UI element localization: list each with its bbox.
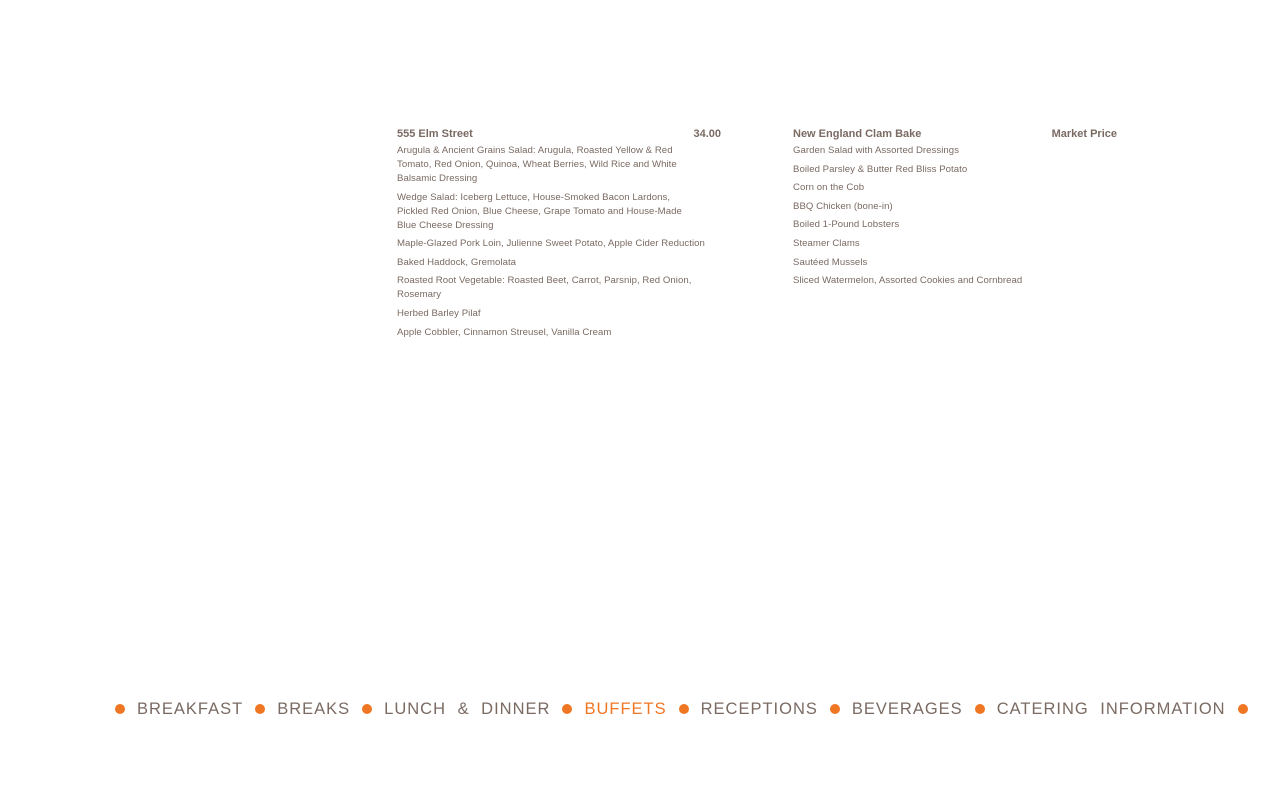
menu-item: Baked Haddock, Gremolata — [397, 256, 517, 268]
menu-section-title: New England Clam Bake — [793, 128, 922, 140]
bullet-dot-icon — [679, 704, 689, 714]
menu-item: Corn on the Cob — [793, 182, 865, 194]
nav-link-buffets[interactable]: BUFFETS — [584, 699, 667, 718]
bullet-dot-icon — [115, 704, 125, 714]
nav-link-catering-information[interactable]: CATERING INFORMATION — [996, 699, 1226, 718]
menu-item: Boiled Parsley & Butter Red Bliss Potato — [793, 163, 968, 175]
menu-item: Sautéed Mussels — [793, 256, 868, 268]
menu-item: Sliced Watermelon, Assorted Cookies and Cornbread — [793, 275, 1023, 287]
section-nav — [115, 697, 1226, 721]
menu-item: Steamer Clams — [793, 237, 860, 249]
menu-item: Herbed Barley Pilaf — [397, 307, 481, 319]
menu-item: Arugula & Ancient Grains Salad: Arugula, Roasted Yellow & Red Tomato, Red Onion, Quinoa, Wheat Berries, Wild Rice and White Balsamic Dressing — [397, 145, 677, 184]
bullet-dot-icon — [1238, 704, 1248, 714]
nav-link-lunch-dinner[interactable]: LUNCH & DINNER — [384, 699, 551, 718]
menu-item: Boiled 1-Pound Lobsters — [793, 219, 900, 231]
bullet-dot-icon — [362, 704, 372, 714]
menu-section-elm-street — [397, 127, 721, 344]
menu-section-clam-bake — [793, 127, 1117, 293]
nav-link-beverages[interactable]: BEVERAGES — [851, 699, 963, 718]
menu-section-price: Market Price — [1051, 128, 1117, 140]
menu-item-list — [793, 144, 1117, 288]
nav-link-breaks[interactable]: BREAKS — [277, 699, 351, 718]
bullet-dot-icon — [562, 704, 572, 714]
menu-item: Maple-Glazed Pork Loin, Julienne Sweet Potato, Apple Cider Reduction — [397, 238, 705, 250]
nav-link-receptions[interactable]: RECEPTIONS — [700, 699, 818, 718]
menu-item: Garden Salad with Assorted Dressings — [793, 145, 960, 156]
menu-item: BBQ Chicken (bone-in) — [793, 200, 893, 212]
menu-section-header — [793, 127, 1117, 141]
menu-item: Apple Cobbler, Cinnamon Streusel, Vanilla Cream — [397, 326, 612, 338]
menu-section-header — [397, 127, 721, 141]
bullet-dot-icon — [975, 704, 985, 714]
menu-section-title: 555 Elm Street — [397, 128, 473, 140]
bullet-dot-icon — [830, 704, 840, 714]
bullet-dot-icon — [255, 704, 265, 714]
nav-link-breakfast[interactable]: BREAKFAST — [137, 699, 244, 718]
menu-item: Wedge Salad: Iceberg Lettuce, House-Smoked Bacon Lardons, Pickled Red Onion, Blue Cheese, Grape Tomato and House-Made Blue Cheese Dressing — [397, 191, 682, 231]
menu-item: Roasted Root Vegetable: Roasted Beet, Carrot, Parsnip, Red Onion, Rosemary — [397, 275, 692, 301]
menu-item-list — [397, 144, 721, 340]
menu-section-price: 34.00 — [693, 128, 721, 140]
